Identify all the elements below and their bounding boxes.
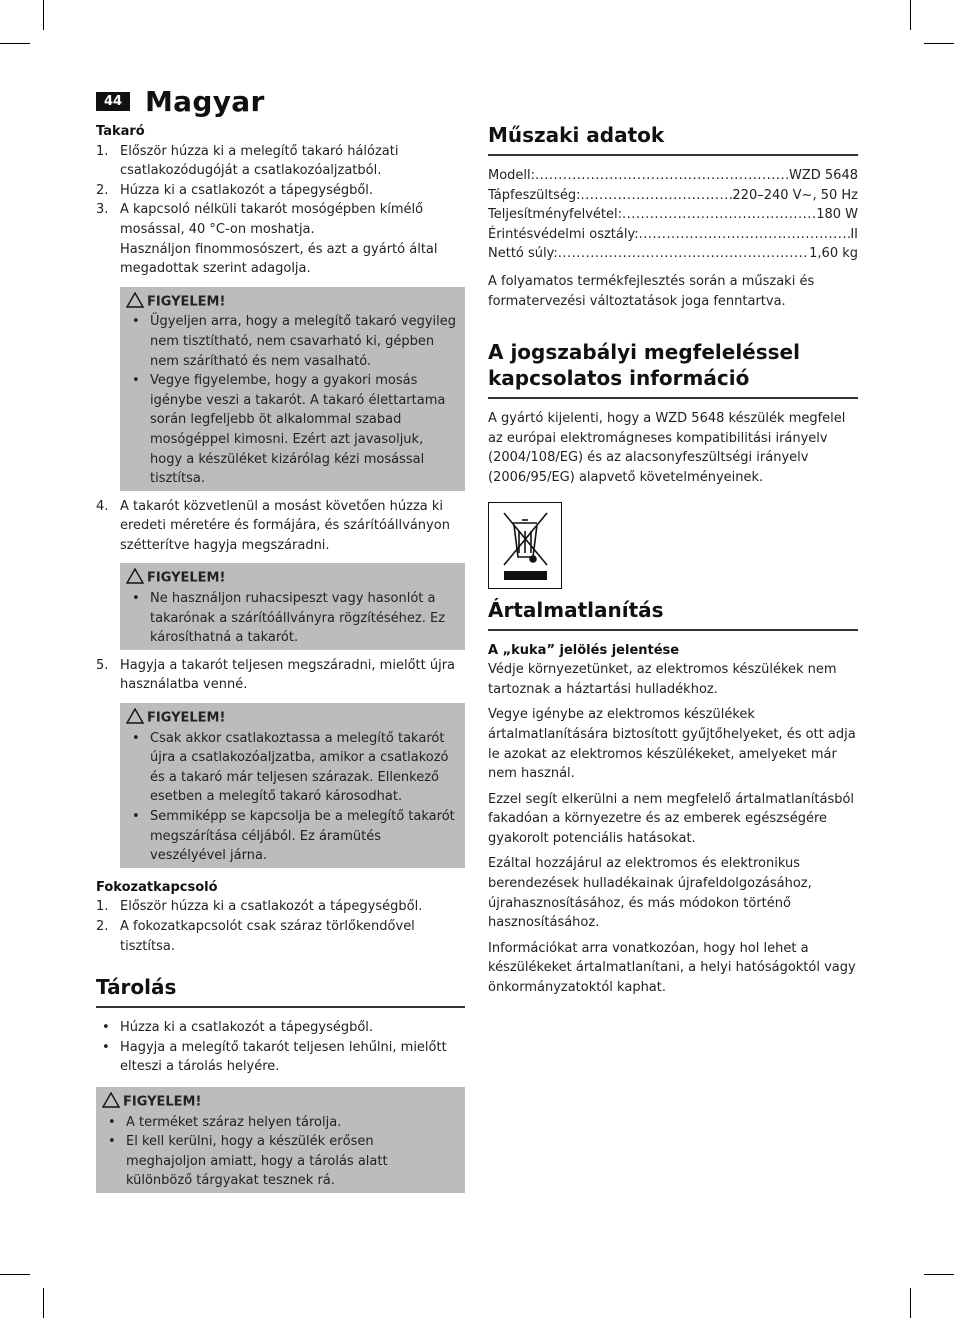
warning-triangle-icon bbox=[126, 708, 144, 724]
section-subtitle-takaro: Takaró bbox=[96, 124, 145, 139]
paragraph: Vegye igénybe az elektromos készülékek ártalmatlanítására biztosított gyűjtőhelyeket, és ott adja le azokat az elektromos készülékeket, amelyeket már nem használ. bbox=[488, 707, 856, 782]
warning-box bbox=[120, 287, 465, 491]
crop-mark bbox=[910, 0, 911, 30]
spec-row: Modell: ..... WZD 5648 bbox=[488, 166, 858, 186]
list-item: 4. A takarót közvetlenül a mosást követően húzza ki eredeti méretére és formájára, és szárítóállványon szétterítve hagyja megszáradni. bbox=[96, 498, 450, 553]
spec-row: Tápfeszültség: ..... 220–240 V~, 50 Hz bbox=[488, 186, 858, 206]
paragraph: Ezzel segít elkerülni a nem megfelelő ártalmatlanításból fakadóan a környezetre és az emberek egészségére gyakorolt potenciális hatásokat. bbox=[488, 791, 855, 846]
compliance-text: A gyártó kijelenti, hogy a WZD 5648 készülék megfelel az európai elektromágneses kompatibilitási irányelv (2004/108/EG) és az alacsonyfeszültségi irányelv (2006/95/EG) alapvető követelményeinek. bbox=[488, 411, 846, 485]
crossed-out-wheelie-bin-icon bbox=[489, 503, 561, 588]
spec-row: Teljesítményfelvétel: ..... 180 W bbox=[488, 205, 858, 225]
spec-row: Érintésvédelmi osztály: ..... II bbox=[488, 225, 858, 245]
warning-box bbox=[120, 703, 465, 868]
list-item: • Csak akkor csatlakoztassa a melegítő takarót újra a csatlakozóaljzatba, amikor a csatlakozó és a takaró már teljesen szárazak. Ellenkező esetben a melegítő takaró károsodhat. bbox=[126, 729, 457, 807]
section-subtitle-fokozat: Fokozatkapcsoló bbox=[96, 879, 218, 895]
list-item: • A terméket száraz helyen tárolja. bbox=[102, 1113, 457, 1133]
spec-note: A folyamatos termékfejlesztés során a műszaki és formatervezési változtatások joga fenntartva. bbox=[488, 273, 815, 309]
list-item: 1. Először húzza ki a melegítő takaró hálózati csatlakozódugóját a csatlakozóaljzatból. bbox=[96, 143, 399, 179]
crop-mark bbox=[924, 43, 954, 44]
section-heading-artalmatlanitas: Ártalmatlanítás bbox=[488, 597, 858, 631]
section-heading-tarolas: Tárolás bbox=[96, 974, 465, 1008]
page-number: 44 bbox=[96, 92, 130, 111]
list-item: 5. Hagyja a takarót teljesen megszáradni, mielőtt újra használatba venné. bbox=[96, 657, 456, 693]
warning-box bbox=[96, 1087, 465, 1193]
steps-list bbox=[96, 142, 465, 279]
crop-mark bbox=[43, 0, 44, 30]
warning-triangle-icon bbox=[126, 568, 144, 584]
crop-mark bbox=[924, 1274, 954, 1275]
list-item: • Húzza ki a csatlakozót a tápegységből. bbox=[96, 1018, 465, 1038]
crop-mark bbox=[0, 43, 30, 44]
list-item: • Semmiképp se kapcsolja be a melegítő takarót megszárítása céljából. Ez áramütés veszélyével járna. bbox=[126, 807, 457, 866]
warning-label: FIGYELEM! bbox=[147, 294, 226, 310]
warning-triangle-icon bbox=[126, 292, 144, 308]
list-item: 2. Húzza ki a csatlakozót a tápegységből. bbox=[96, 182, 374, 198]
warning-box bbox=[120, 563, 465, 649]
crop-mark bbox=[910, 1288, 911, 1318]
crop-mark bbox=[43, 1288, 44, 1318]
spec-table bbox=[488, 166, 858, 264]
list-item: 2. A fokozatkapcsolót csak száraz törlőkendővel tisztítsa. bbox=[96, 918, 415, 954]
page-title: Magyar bbox=[145, 85, 265, 118]
weee-symbol bbox=[488, 502, 562, 589]
warning-label: FIGYELEM! bbox=[123, 1094, 202, 1110]
section-heading-jogszabalyi: A jogszabályi megfeleléssel kapcsolatos információ bbox=[488, 339, 858, 399]
warning-label: FIGYELEM! bbox=[147, 710, 226, 726]
list-item: • Hagyja a melegítő takarót teljesen lehűlni, mielőtt elteszi a tárolás helyére. bbox=[96, 1038, 465, 1077]
section-subtitle-kuka: A „kuka” jelölés jelentése bbox=[488, 642, 680, 658]
list-item: 3. A kapcsoló nélküli takarót mosógépben kímélő mosással, 40 °C-on moshatja. Használjon finommosószert, és azt a gyártó által megadottak szerint adagolja. bbox=[96, 202, 438, 277]
paragraph: Információkat arra vonatkozóan, hogy hol lehet a készülékeket ártalmatlanítani, a helyi hatóságoktól vagy önkormányzatoktól kaphat. bbox=[488, 940, 856, 996]
right-column bbox=[488, 122, 858, 1004]
warning-triangle-icon bbox=[102, 1092, 120, 1108]
list-item: 1. Először húzza ki a csatlakozót a tápegységből. bbox=[96, 899, 423, 915]
paragraph: Ezáltal hozzájárul az elektromos és elektronikus berendezések hulladékainak újrafeldolgozásához, újrahasznosításához, és más módokon történő hasznosításához. bbox=[488, 856, 812, 931]
spec-row: Nettó súly: ..... 1,60 kg bbox=[488, 244, 858, 264]
section-heading-muszaki: Műszaki adatok bbox=[488, 122, 858, 156]
warning-label: FIGYELEM! bbox=[147, 571, 226, 587]
list-item: • El kell kerülni, hogy a készülék erősen meghajoljon amiatt, hogy a tárolás alatt különböző tárgyakat tesznek rá. bbox=[102, 1132, 457, 1191]
crop-mark bbox=[0, 1274, 30, 1275]
paragraph: Védje környezetünket, az elektromos készülékek nem tartoznak a háztartási hulladékhoz. bbox=[488, 662, 837, 697]
list-item: • Vegye figyelembe, hogy a gyakori mosás igénybe veszi a takarót. A takaró élettartama során legfeljebb öt alkalommal szabad mosógéppel kimosni. Ezért azt javasoljuk, hogy a készüléket kizárólag kézi mosással tisztítsa. bbox=[126, 371, 457, 489]
left-column bbox=[96, 122, 465, 1199]
list-item: • Ügyeljen arra, hogy a melegítő takaró vegyileg nem tisztítható, nem csavarható ki, gépben nem szárítható és nem vasalható. bbox=[126, 312, 457, 371]
list-item: • Ne használjon ruhacsipeszt vagy hasonlót a takarónak a szárítóállványra rögzítéséhez. Ez károsíthatná a takarót. bbox=[126, 589, 457, 648]
